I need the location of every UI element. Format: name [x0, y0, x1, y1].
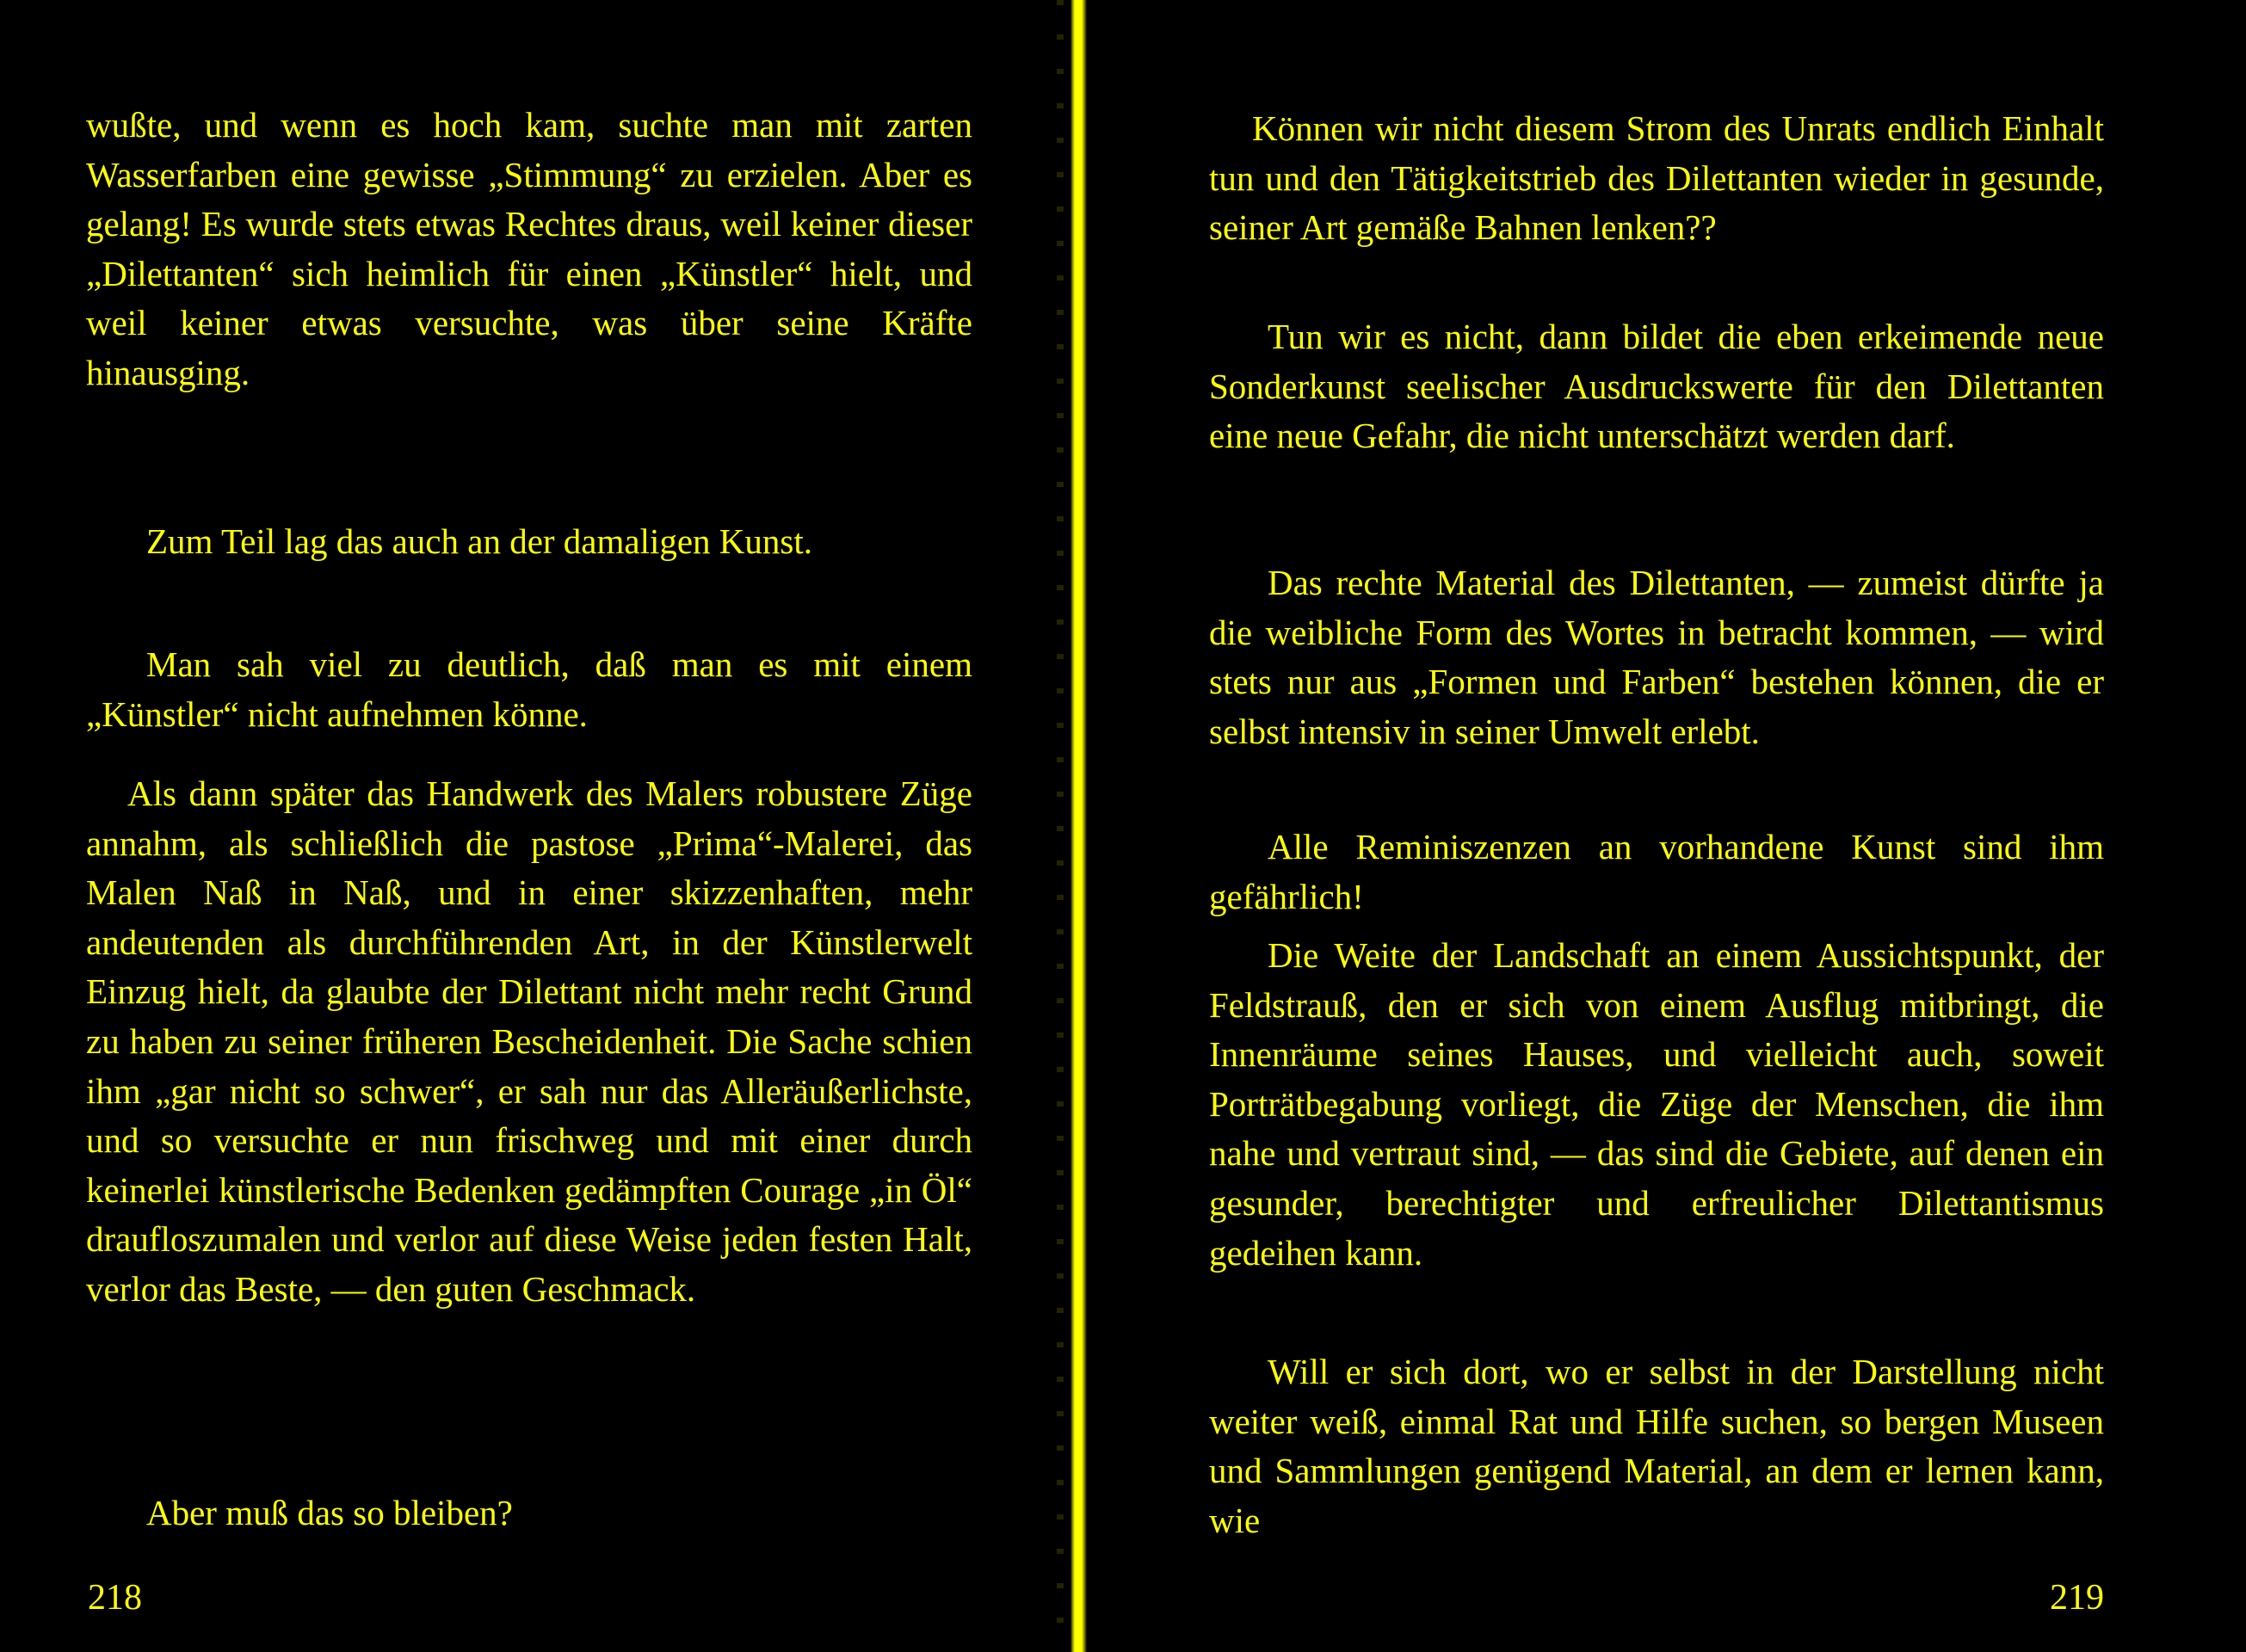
- right-page-number: 219: [2050, 1578, 2104, 1618]
- left-paragraph-4: Als dann später das Handwerk des Malers robustere Züge annahm, als schließlich die pastose „Prima“-Malerei, das Malen Naß in Naß, und in einer skizzenhaften, mehr andeutenden als durchführenden Art, in der Künstlerwelt Einzug hielt, da glaubte der Dilettant nicht mehr recht Grund zu haben zu seiner früheren Bescheidenheit. Die Sache schien ihm „gar nicht so schwer“, er sah nur das Alleräußerlichste, und so versuchte er nun frischweg und mit einer durch keinerlei künstlerische Bedenken gedämpften Courage „in Öl“ draufloszumalen und verlor auf diese Weise jeden festen Halt, verlor das Beste, — den guten Geschmack.: [86, 774, 972, 1309]
- right-page: [1209, 0, 2104, 1652]
- left-paragraph-3: Man sah viel zu deutlich, daß man es mit einem „Künstler“ nicht aufnehmen könne.: [86, 644, 972, 734]
- left-page-number: 218: [88, 1578, 142, 1618]
- right-paragraph-4: Alle Reminiszenzen an vorhandene Kunst sind ihm gefährlich!: [1209, 827, 2104, 916]
- book-gutter: [1064, 0, 1090, 1652]
- left-page: [86, 0, 972, 1652]
- right-paragraph-1: Können wir nicht diesem Strom des Unrats endlich Einhalt tun und den Tätigkeitstrieb des Dilettanten wieder in gesunde, seiner Art gemäße Bahnen lenken??: [1209, 108, 2104, 248]
- right-paragraph-6: Will er sich dort, wo er selbst in der Darstellung nicht weiter weiß, einmal Rat und Hilfe suchen, so bergen Museen und Sammlungen genügend Material, an dem er lernen kann, wie: [1209, 1352, 2104, 1540]
- right-paragraph-2: Tun wir es nicht, dann bildet die eben erkeimende neue Sonderkunst seelischer Ausdruckswerte für den Dilettanten eine neue Gefahr, die nicht unterschätzt werden darf.: [1209, 317, 2104, 456]
- left-paragraph-2: Zum Teil lag das auch an der damaligen Kunst.: [146, 521, 813, 561]
- gutter-shadow: [1057, 0, 1064, 1652]
- right-paragraph-5: Die Weite der Landschaft an einem Aussichtspunkt, der Feldstrauß, den er sich von einem Ausflug mitbringt, die Innenräume seines Hauses, und vielleicht auch, soweit Porträtbegabung vorliegt, die Züge der Menschen, die ihm nahe und vertraut sind, — das sind die Gebiete, auf denen ein gesunder, berechtigter und erfreulicher Dilettantismus gedeihen kann.: [1209, 935, 2104, 1273]
- right-paragraph-3: Das rechte Material des Dilettanten, — zumeist dürfte ja die weibliche Form des Wortes in betracht kommen, — wird stets nur aus „Formen und Farben“ bestehen können, die er selbst intensiv in seiner Umwelt erlebt.: [1209, 563, 2104, 751]
- left-paragraph-5: Aber muß das so bleiben?: [146, 1493, 513, 1532]
- left-paragraph-1: wußte, und wenn es hoch kam, suchte man mit zarten Wasserfarben eine gewisse „Stimmung“ zu erzielen. Aber es gelang! Es wurde stets etwas Rechtes draus, weil keiner dieser „Dilettanten“ sich heimlich für einen „Künstler“ hielt, und weil keiner etwas versuchte, was über seine Kräfte hinausging.: [86, 105, 972, 392]
